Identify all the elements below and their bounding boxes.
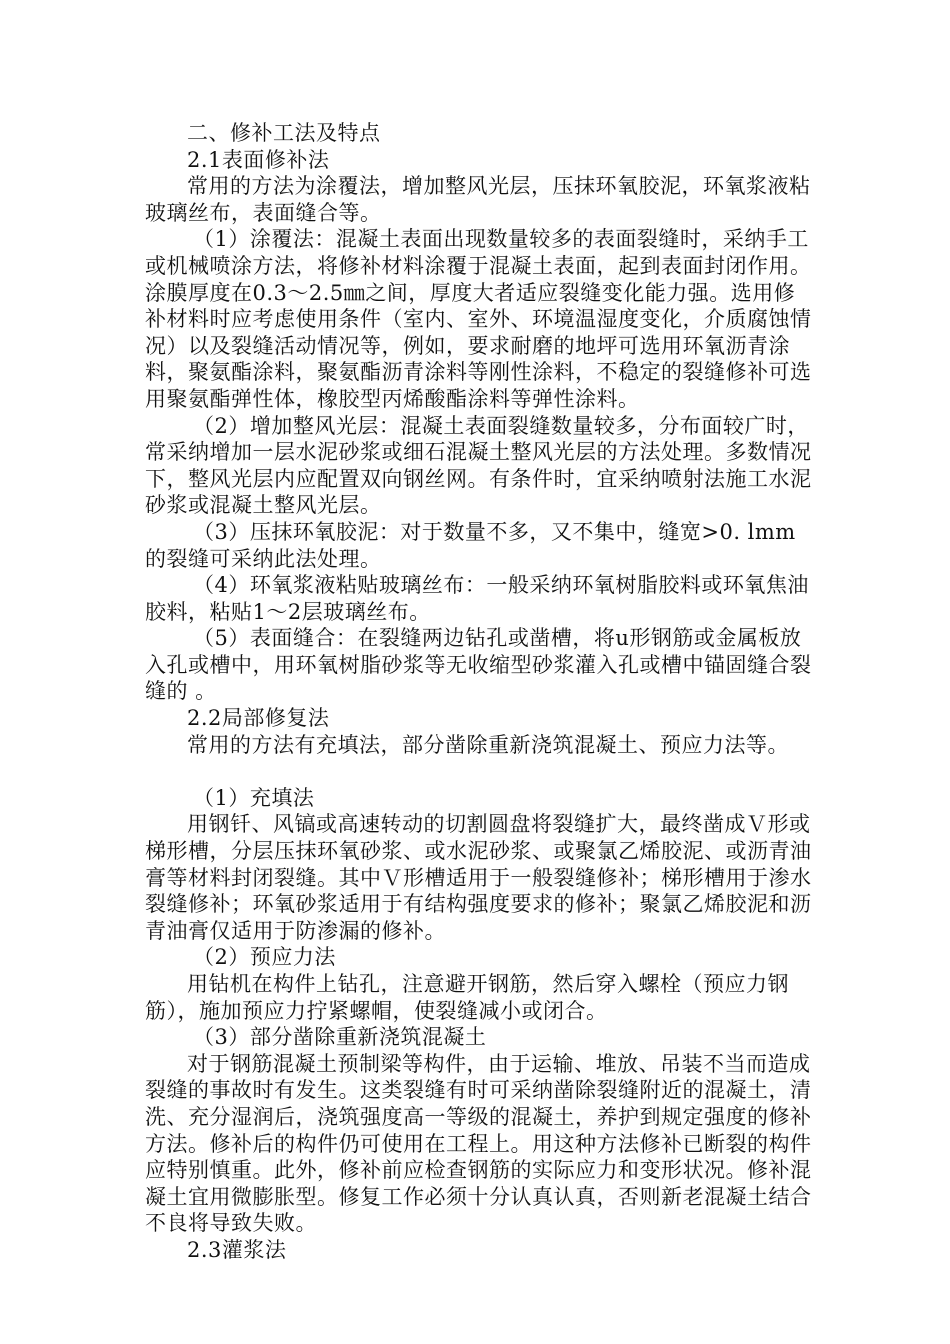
list-item-paragraph: （3）压抹环氧胶泥：对于数量不多，又不集中，缝宽>0. lmm的裂缝可采纳此法处理。 (145, 519, 796, 571)
list-item-paragraph: （5）表面缝合：在裂缝两边钻孔或凿槽，将u形钢筋或金属板放入孔或槽中，用环氧树脂砂浆等无收缩型砂浆灌入孔或槽中锚固缝合裂缝的 。 (145, 626, 812, 704)
blank-line (145, 758, 813, 785)
body-paragraph: 用钢钎、风镐或高速转动的切割圆盘将裂缝扩大，最终凿成Ｖ形或梯形槽，分层压抹环氧砂浆、或水泥砂浆、或聚氯乙烯胶泥、或沥青油膏等材料封闭裂缝。其中Ｖ形槽适用于一般裂缝修补；梯形槽用于渗水裂缝修补；环氧砂浆适用于有结构强度要求的修补；聚氯乙烯胶泥和沥青油膏仅适用于防渗漏的修补。 (145, 812, 812, 943)
list-item-paragraph: （4）环氧浆液粘贴玻璃丝布：一般采纳环氧树脂胶料或环氧焦油胶料，粘贴1～2层玻璃丝布。 (145, 573, 809, 624)
document-page (145, 120, 813, 1264)
section-heading: 二、修补工法及特点 (187, 121, 381, 145)
subsection-heading: 2.3灌浆法 (187, 1237, 287, 1262)
list-item-title: （1）充填法 (193, 785, 315, 810)
subsection-heading: 2.1表面修补法 (187, 147, 330, 172)
list-item-title: （2）预应力法 (193, 945, 336, 970)
body-paragraph: 常用的方法有充填法，部分凿除重新浇筑混凝土、预应力法等。 (187, 732, 789, 757)
subsection-heading: 2.2局部修复法 (187, 706, 330, 731)
list-item-title: （3）部分凿除重新浇筑混凝土 (193, 1025, 487, 1050)
body-paragraph: 用钻机在构件上钻孔，注意避开钢筋，然后穿入螺栓（预应力钢筋），施加预应力拧紧螺帽，使裂缝减小或闭合。 (145, 972, 789, 1023)
body-paragraph: 对于钢筋混凝土预制梁等构件，由于运输、堆放、吊装不当而造成裂缝的事故时有发生。这类裂缝有时可采纳凿除裂缝附近的混凝土，清洗、充分湿润后，浇筑强度高一等级的混凝土，养护到规定强度的修补方法。修补后的构件仍可使用在工程上。用这种方法修补已断裂的构件应特别慎重。此外，修补前应检查钢筋的实际应力和变形状况。修补混凝土宜用微膨胀型。修复工作必须十分认真认真，否则新老混凝土结合不良将导致失败。 (145, 1051, 812, 1236)
list-item-paragraph: （1）涂覆法：混凝土表面出现数量较多的表面裂缝时，采纳手工或机械喷涂方法，将修补材料涂覆于混凝土表面，起到表面封闭作用。涂膜厚度在0.3～2.5㎜之间，厚度大者适应裂缝变化能力强。选用修补材料时应考虑使用条件（室内、室外、环境温湿度变化，介质腐蚀情况）以及裂缝活动情况等，例如，要求耐磨的地坪可选用环氧沥青涂料，聚氨酯涂料，聚氨酯沥青涂料等刚性涂料，不稳定的裂缝修补可选用聚氨酯弹性体，橡胶型丙烯酸酯涂料等弹性涂料。 (145, 227, 812, 411)
body-paragraph: 常用的方法为涂覆法，增加整风光层，压抹环氧胶泥，环氧浆液粘玻璃丝布，表面缝合等。 (145, 174, 811, 225)
list-item-paragraph: （2）增加整风光层：混凝土表面裂缝数量较多，分布面较广时，常采纳增加一层水泥砂浆或细石混凝土整风光层的方法处理。多数情况下，整风光层内应配置双向钢丝网。有条件时，宜采纳喷射法施工水泥砂浆或混凝土整风光层。 (145, 413, 812, 518)
